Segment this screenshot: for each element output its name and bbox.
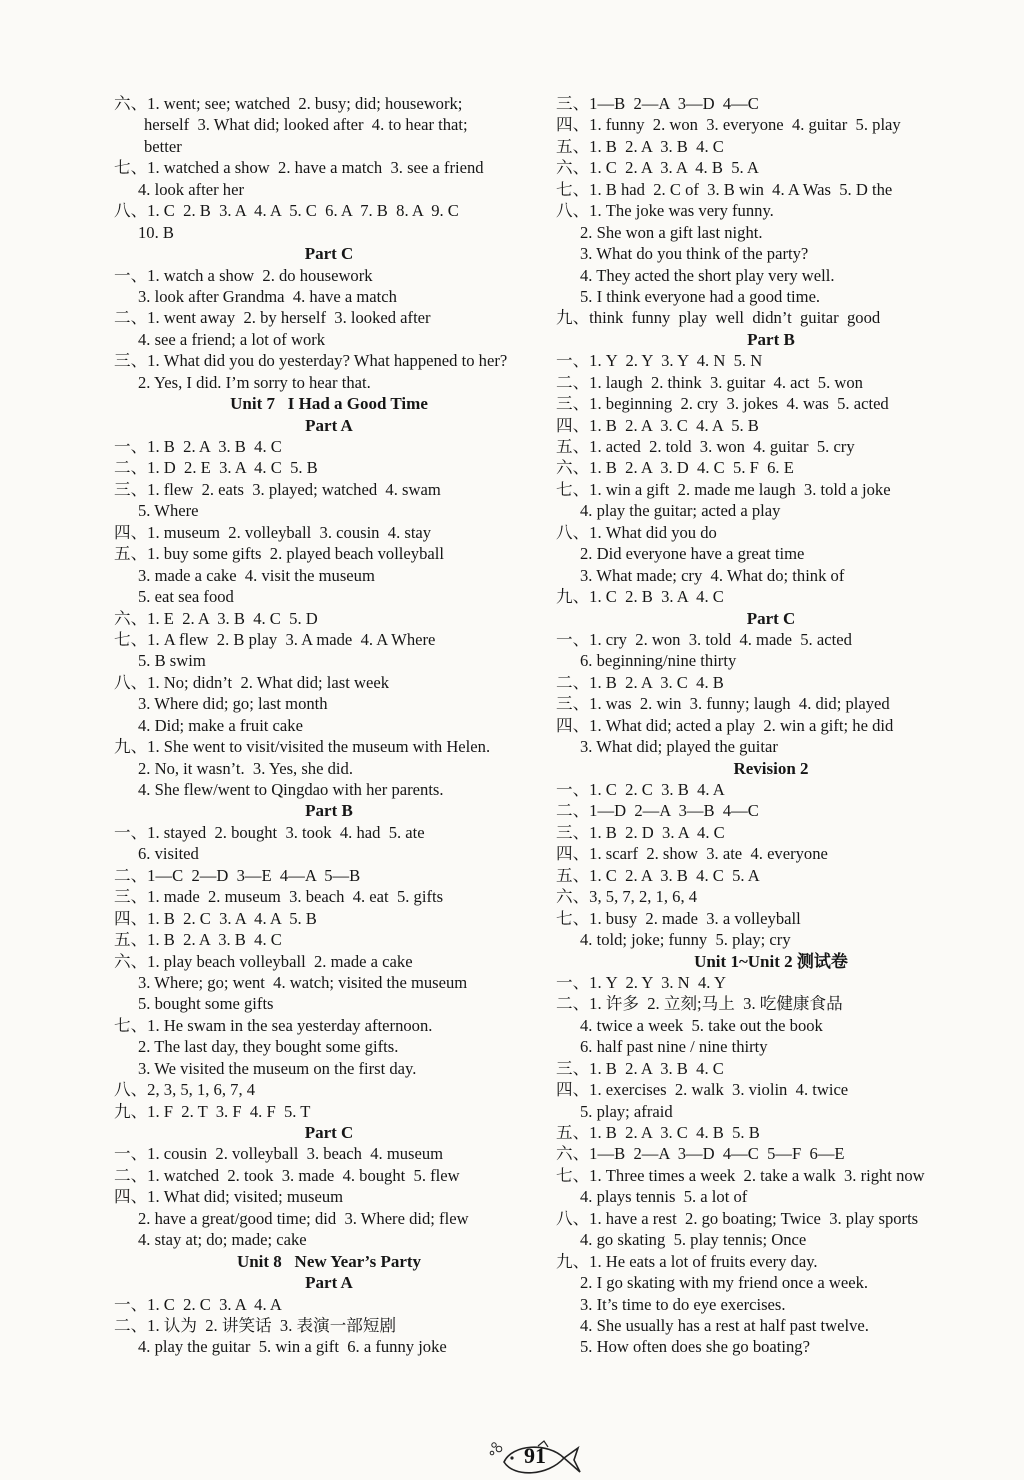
answer-line: 二、1. laugh 2. think 3. guitar 4. act 5. won [556,372,863,392]
answer-line: 一、1. C 2. C 3. A 4. A [114,1294,282,1314]
answer-line: 八、1. No; didn’t 2. What did; last week [114,672,389,692]
answer-line: 一、1. B 2. A 3. B 4. C [114,437,282,456]
answer-line: 一、1. Y 2. Y 3. Y 4. N 5. N [556,351,763,371]
answer-line: 4. They acted the short play very well. [580,265,835,285]
answer-line: 八、1. The joke was very funny. [556,201,774,221]
answer-line: 2. The last day, they bought some gifts. [138,1037,399,1057]
answer-line: 三、1. B 2. D 3. A 4. C [556,822,725,842]
answer-line: 5. play; afraid [580,1101,673,1121]
answer-line: 5. How often does she go boating? [580,1337,810,1357]
answer-line: 4. go skating 5. play tennis; Once [580,1230,807,1250]
answer-line: 一、1. cousin 2. volleyball 3. beach 4. museum [114,1144,444,1164]
answer-line: 六、1—B 2—A 3—D 4—C 5—F 6—E [556,1144,845,1164]
answer-line: 4. plays tennis 5. a lot of [580,1187,748,1207]
answer-line: 八、1. C 2. B 3. A 4. A 5. C 6. A 7. B 8. A 9. C [114,201,459,221]
answer-line: 4. She flew/went to Qingdao with her parents. [138,780,444,799]
answer-line: 八、2, 3, 5, 1, 6, 7, 4 [114,1080,256,1100]
answer-line: 2. I go skating with my friend once a week. [580,1273,869,1293]
answer-line: 3. What did; played the guitar [580,737,778,757]
answer-line: 一、1. stayed 2. bought 3. took 4. had 5. ate [114,822,425,842]
answer-line: 二、1. 认为 2. 讲笑话 3. 表演一部短剧 [114,1315,397,1335]
answer-line: 6. half past nine / nine thirty [580,1037,768,1057]
answer-line: 3. Where; go; went 4. watch; visited the museum [138,972,468,992]
answer-line: 5. B swim [138,651,206,671]
answer-line: 一、1. C 2. C 3. B 4. A [556,780,725,799]
answer-line: 七、1. He swam in the sea yesterday afternoon. [114,1015,433,1035]
answer-line: 六、1. went; see; watched 2. busy; did; housework; [114,94,463,113]
answer-line: 八、1. have a rest 2. go boating; Twice 3. play sports [556,1208,919,1228]
answer-line: 七、1. watched a show 2. have a match 3. see a friend [114,158,484,178]
answer-line: 5. eat sea food [138,587,234,607]
page-number-badge [488,1440,584,1480]
answer-line: 九、1. F 2. T 3. F 4. F 5. T [114,1101,311,1121]
answer-line: 2. No, it wasn’t. 3. Yes, she did. [138,758,353,778]
answer-line: 九、1. She went to visit/visited the museum with Helen. [114,737,491,757]
answer-line: 4. look after her [138,179,244,199]
answer-line: 3. What made; cry 4. What do; think of [580,565,845,585]
answer-line: 4. She usually has a rest at half past twelve. [580,1315,869,1335]
answer-line: 六、1. E 2. A 3. B 4. C 5. D [114,608,318,628]
answer-line: 4. Did; make a fruit cake [138,715,303,735]
section-heading: Unit 7 I Had a Good Time [230,394,428,414]
answer-line: 七、1. win a gift 2. made me laugh 3. told a joke [556,479,891,499]
answer-line: 4. play the guitar 5. win a gift 6. a funny joke [138,1337,447,1357]
section-heading: Part C [304,244,354,264]
answer-line: 3. look after Grandma 4. have a match [138,286,397,306]
answer-line: 一、1. watch a show 2. do housework [114,265,373,285]
answer-line: 七、1. busy 2. made 3. a volleyball [556,908,801,928]
answer-line: 二、1. B 2. A 3. C 4. B [556,672,724,692]
section-heading: Part A [305,1273,353,1293]
answer-line: 九、1. C 2. B 3. A 4. C [556,587,724,607]
answer-line: 六、1. play beach volleyball 2. made a cake [114,951,413,971]
answer-line: 六、1. C 2. A 3. A 4. B 5. A [556,158,759,178]
answer-line: 九、think funny play well didn’t guitar good [556,308,881,328]
answer-line: 5. bought some gifts [138,994,274,1014]
answer-line: 三、1. B 2. A 3. B 4. C [556,1058,724,1078]
answer-line: 四、1. B 2. C 3. A 4. A 5. B [114,908,317,928]
answer-line: 七、1. B had 2. C of 3. B win 4. A Was 5. D the [556,179,893,199]
answer-line: 六、1. B 2. A 3. D 4. C 5. F 6. E [556,458,794,478]
answer-column-right [556,93,986,1358]
answer-line: 3. What do you think of the party? [580,244,809,264]
answer-line: 六、3, 5, 7, 2, 1, 6, 4 [556,887,698,907]
answer-line: 五、1. acted 2. told 3. won 4. guitar 5. cry [556,437,855,456]
answer-line: 三、1. flew 2. eats 3. played; watched 4. swam [114,479,441,499]
page-number: 91 [524,1443,546,1468]
answer-line: 三、1. was 2. win 3. funny; laugh 4. did; played [556,694,890,714]
answer-line: 二、1. D 2. E 3. A 4. C 5. B [114,458,318,478]
answer-line: 五、1. B 2. A 3. B 4. C [556,136,724,156]
section-heading: Unit 8 New Year’s Party [236,1251,422,1271]
answer-line: 三、1. What did you do yesterday? What happened to her? [114,351,508,371]
answer-line: 四、1. funny 2. won 3. everyone 4. guitar 5. play [556,115,901,135]
section-heading: Part B [305,801,353,821]
answer-line: 3. Where did; go; last month [138,694,328,714]
answer-line: 2. Yes, I did. I’m sorry to hear that. [138,372,371,392]
answer-line: 四、1. exercises 2. walk 3. violin 4. twice [556,1080,849,1100]
answer-line: 一、1. Y 2. Y 3. N 4. Y [556,972,726,992]
answer-line: 五、1. C 2. A 3. B 4. C 5. A [556,865,760,885]
answer-line: 4. twice a week 5. take out the book [580,1015,823,1035]
answer-line: 3. made a cake 4. visit the museum [138,565,375,585]
answer-line: 五、1. buy some gifts 2. played beach volleyball [114,544,444,564]
answer-line: 三、1. made 2. museum 3. beach 4. eat 5. gifts [114,887,444,907]
answer-line: 四、1. scarf 2. show 3. ate 4. everyone [556,844,828,864]
answer-line: 二、1. 许多 2. 立刻;马上 3. 吃健康食品 [556,994,843,1014]
answer-line: 三、1. beginning 2. cry 3. jokes 4. was 5. acted [556,394,889,414]
answer-line: 三、1—B 2—A 3—D 4—C [556,94,759,113]
answer-line: 八、1. What did you do [556,522,717,542]
answer-line: 2. She won a gift last night. [580,222,763,242]
answer-line: 6. visited [138,844,199,864]
answer-line: 4. stay at; do; made; cake [138,1230,307,1250]
answer-line: 五、1. B 2. A 3. C 4. B 5. B [556,1123,760,1142]
answer-line: 四、1. B 2. A 3. C 4. A 5. B [556,415,759,435]
answer-line: 5. I think everyone had a good time. [580,286,821,306]
answer-column-left [114,93,544,1358]
section-heading: Part B [747,329,795,349]
answer-line: 4. see a friend; a lot of work [138,329,326,349]
answer-line: 4. play the guitar; acted a play [580,501,781,521]
answer-line: 七、1. Three times a week 2. take a walk 3. right now [556,1165,925,1185]
answer-line: 一、1. cry 2. won 3. told 4. made 5. acted [556,629,852,649]
answer-line: 二、1. went away 2. by herself 3. looked after [114,308,431,328]
answer-line: better [144,136,182,156]
answer-line: 2. have a great/good time; did 3. Where did; flew [138,1208,469,1228]
answer-line: 四、1. What did; visited; museum [114,1187,344,1207]
answer-line: 6. beginning/nine thirty [580,651,737,671]
answer-line: 七、1. A flew 2. B play 3. A made 4. A Where [114,629,436,649]
section-heading: Part A [305,415,353,435]
answer-line: 5. Where [138,501,199,521]
section-heading: Part C [746,608,796,628]
answer-line: 2. Did everyone have a great time [580,544,805,564]
answer-line: 3. We visited the museum on the first day. [138,1058,417,1078]
answer-line: 四、1. museum 2. volleyball 3. cousin 4. stay [114,522,432,542]
answer-line: 二、1. watched 2. took 3. made 4. bought 5. flew [114,1165,460,1185]
section-heading: Part C [304,1123,354,1142]
answer-line: herself 3. What did; looked after 4. to hear that; [144,115,468,135]
answer-line: 四、1. What did; acted a play 2. win a gift; he did [556,715,894,735]
answer-line: 10. B [138,222,174,242]
answer-line: 五、1. B 2. A 3. B 4. C [114,930,282,950]
answer-line: 九、1. He eats a lot of fruits every day. [556,1251,818,1271]
answer-line: 4. told; joke; funny 5. play; cry [580,930,791,950]
answer-line: 二、1—D 2—A 3—B 4—C [556,801,759,821]
section-heading: Revision 2 [733,758,809,778]
answer-line: 3. It’s time to do eye exercises. [580,1294,786,1314]
answer-line: 二、1—C 2—D 3—E 4—A 5—B [114,865,361,885]
section-heading: Unit 1~Unit 2 测试卷 [694,951,848,971]
